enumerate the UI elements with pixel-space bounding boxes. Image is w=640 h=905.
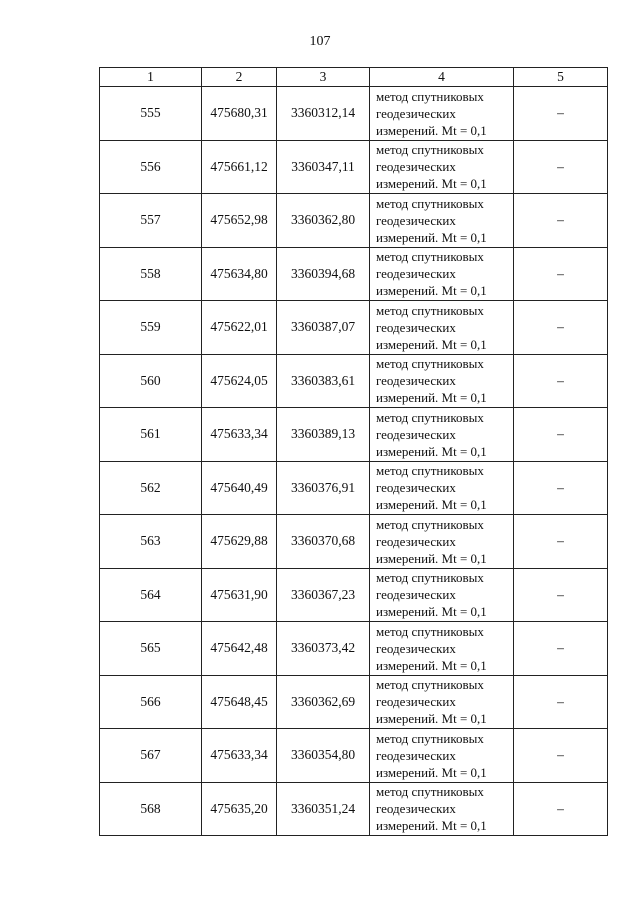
point-number-cell: 567 <box>100 729 202 783</box>
x-coordinate-cell: 475633,34 <box>202 408 277 462</box>
point-number-cell: 558 <box>100 247 202 301</box>
method-cell <box>370 408 514 462</box>
note-cell: – <box>514 568 608 622</box>
note-cell: – <box>514 782 608 836</box>
method-line: метод спутниковых <box>376 356 484 372</box>
point-number-cell: 559 <box>100 301 202 355</box>
method-line: метод спутниковых <box>376 784 484 800</box>
method-line: геодезических <box>376 640 456 656</box>
note-cell: – <box>514 729 608 783</box>
y-coordinate-cell: 3360387,07 <box>277 301 370 355</box>
x-coordinate-cell: 475642,48 <box>202 622 277 676</box>
method-line: измерений. Mt = 0,1 <box>376 283 487 299</box>
method-line: геодезических <box>376 694 456 710</box>
x-coordinate-cell: 475633,34 <box>202 729 277 783</box>
point-number-cell: 561 <box>100 408 202 462</box>
y-coordinate-cell: 3360383,61 <box>277 354 370 408</box>
y-coordinate-cell: 3360394,68 <box>277 247 370 301</box>
x-coordinate-cell: 475652,98 <box>202 194 277 248</box>
method-line: измерений. Mt = 0,1 <box>376 390 487 406</box>
method-line: измерений. Mt = 0,1 <box>376 497 487 513</box>
table-row <box>100 622 608 676</box>
method-line: геодезических <box>376 801 456 817</box>
method-line: измерений. Mt = 0,1 <box>376 550 487 566</box>
point-number-cell: 556 <box>100 140 202 194</box>
method-cell <box>370 515 514 569</box>
header-col-2: 2 <box>202 68 277 87</box>
method-line: геодезических <box>376 426 456 442</box>
method-line: геодезических <box>376 266 456 282</box>
x-coordinate-cell: 475640,49 <box>202 461 277 515</box>
method-line: метод спутниковых <box>376 463 484 479</box>
note-cell: – <box>514 675 608 729</box>
point-number-cell: 566 <box>100 675 202 729</box>
table-row <box>100 515 608 569</box>
y-coordinate-cell: 3360347,11 <box>277 140 370 194</box>
x-coordinate-cell: 475661,12 <box>202 140 277 194</box>
method-line: геодезических <box>376 373 456 389</box>
method-line: метод спутниковых <box>376 249 484 265</box>
method-cell <box>370 729 514 783</box>
point-number-cell: 568 <box>100 782 202 836</box>
note-cell: – <box>514 354 608 408</box>
method-line: метод спутниковых <box>376 409 484 425</box>
table-row <box>100 782 608 836</box>
coordinates-table <box>99 67 608 836</box>
method-line: геодезических <box>376 159 456 175</box>
header-row <box>100 68 608 87</box>
x-coordinate-cell: 475622,01 <box>202 301 277 355</box>
method-line: измерений. Mt = 0,1 <box>376 336 487 352</box>
method-line: измерений. Mt = 0,1 <box>376 443 487 459</box>
method-line: измерений. Mt = 0,1 <box>376 657 487 673</box>
method-line: геодезических <box>376 747 456 763</box>
method-line: геодезических <box>376 533 456 549</box>
y-coordinate-cell: 3360370,68 <box>277 515 370 569</box>
method-cell <box>370 301 514 355</box>
table-row <box>100 675 608 729</box>
y-coordinate-cell: 3360312,14 <box>277 87 370 141</box>
method-cell <box>370 194 514 248</box>
method-line: геодезических <box>376 212 456 228</box>
table-row <box>100 461 608 515</box>
method-line: метод спутниковых <box>376 516 484 532</box>
note-cell: – <box>514 622 608 676</box>
method-line: измерений. Mt = 0,1 <box>376 818 487 834</box>
method-cell <box>370 354 514 408</box>
table-row <box>100 729 608 783</box>
y-coordinate-cell: 3360373,42 <box>277 622 370 676</box>
method-line: метод спутниковых <box>376 88 484 104</box>
method-line: измерений. Mt = 0,1 <box>376 711 487 727</box>
point-number-cell: 562 <box>100 461 202 515</box>
method-line: метод спутниковых <box>376 730 484 746</box>
header-col-3: 3 <box>277 68 370 87</box>
note-cell: – <box>514 247 608 301</box>
y-coordinate-cell: 3360351,24 <box>277 782 370 836</box>
method-line: метод спутниковых <box>376 195 484 211</box>
table-row <box>100 87 608 141</box>
method-line: измерений. Mt = 0,1 <box>376 122 487 138</box>
point-number-cell: 564 <box>100 568 202 622</box>
header-col-1: 1 <box>100 68 202 87</box>
x-coordinate-cell: 475624,05 <box>202 354 277 408</box>
note-cell: – <box>514 408 608 462</box>
x-coordinate-cell: 475634,80 <box>202 247 277 301</box>
table-row <box>100 408 608 462</box>
method-cell <box>370 568 514 622</box>
point-number-cell: 565 <box>100 622 202 676</box>
method-cell <box>370 782 514 836</box>
y-coordinate-cell: 3360367,23 <box>277 568 370 622</box>
method-line: измерений. Mt = 0,1 <box>376 176 487 192</box>
table-row <box>100 140 608 194</box>
method-line: метод спутниковых <box>376 677 484 693</box>
note-cell: – <box>514 461 608 515</box>
x-coordinate-cell: 475635,20 <box>202 782 277 836</box>
method-line: измерений. Mt = 0,1 <box>376 604 487 620</box>
method-cell <box>370 87 514 141</box>
method-line: метод спутниковых <box>376 302 484 318</box>
table-row <box>100 194 608 248</box>
method-line: метод спутниковых <box>376 570 484 586</box>
point-number-cell: 560 <box>100 354 202 408</box>
method-line: измерений. Mt = 0,1 <box>376 229 487 245</box>
note-cell: – <box>514 87 608 141</box>
method-line: измерений. Mt = 0,1 <box>376 764 487 780</box>
note-cell: – <box>514 515 608 569</box>
header-col-4: 4 <box>370 68 514 87</box>
table-row <box>100 247 608 301</box>
point-number-cell: 555 <box>100 87 202 141</box>
method-line: геодезических <box>376 587 456 603</box>
table-row <box>100 301 608 355</box>
method-cell <box>370 461 514 515</box>
table-row <box>100 568 608 622</box>
note-cell: – <box>514 301 608 355</box>
y-coordinate-cell: 3360362,69 <box>277 675 370 729</box>
method-cell <box>370 622 514 676</box>
x-coordinate-cell: 475648,45 <box>202 675 277 729</box>
method-cell <box>370 140 514 194</box>
table-body <box>100 87 608 836</box>
method-line: метод спутниковых <box>376 142 484 158</box>
y-coordinate-cell: 3360376,91 <box>277 461 370 515</box>
table-header <box>100 68 608 87</box>
y-coordinate-cell: 3360362,80 <box>277 194 370 248</box>
note-cell: – <box>514 194 608 248</box>
x-coordinate-cell: 475680,31 <box>202 87 277 141</box>
x-coordinate-cell: 475631,90 <box>202 568 277 622</box>
method-cell <box>370 675 514 729</box>
page-number: 107 <box>309 34 331 49</box>
method-line: геодезических <box>376 319 456 335</box>
header-col-5: 5 <box>514 68 608 87</box>
method-line: метод спутниковых <box>376 623 484 639</box>
point-number-cell: 563 <box>100 515 202 569</box>
y-coordinate-cell: 3360389,13 <box>277 408 370 462</box>
point-number-cell: 557 <box>100 194 202 248</box>
method-line: геодезических <box>376 480 456 496</box>
note-cell: – <box>514 140 608 194</box>
x-coordinate-cell: 475629,88 <box>202 515 277 569</box>
method-line: геодезических <box>376 105 456 121</box>
table-row <box>100 354 608 408</box>
y-coordinate-cell: 3360354,80 <box>277 729 370 783</box>
method-cell <box>370 247 514 301</box>
